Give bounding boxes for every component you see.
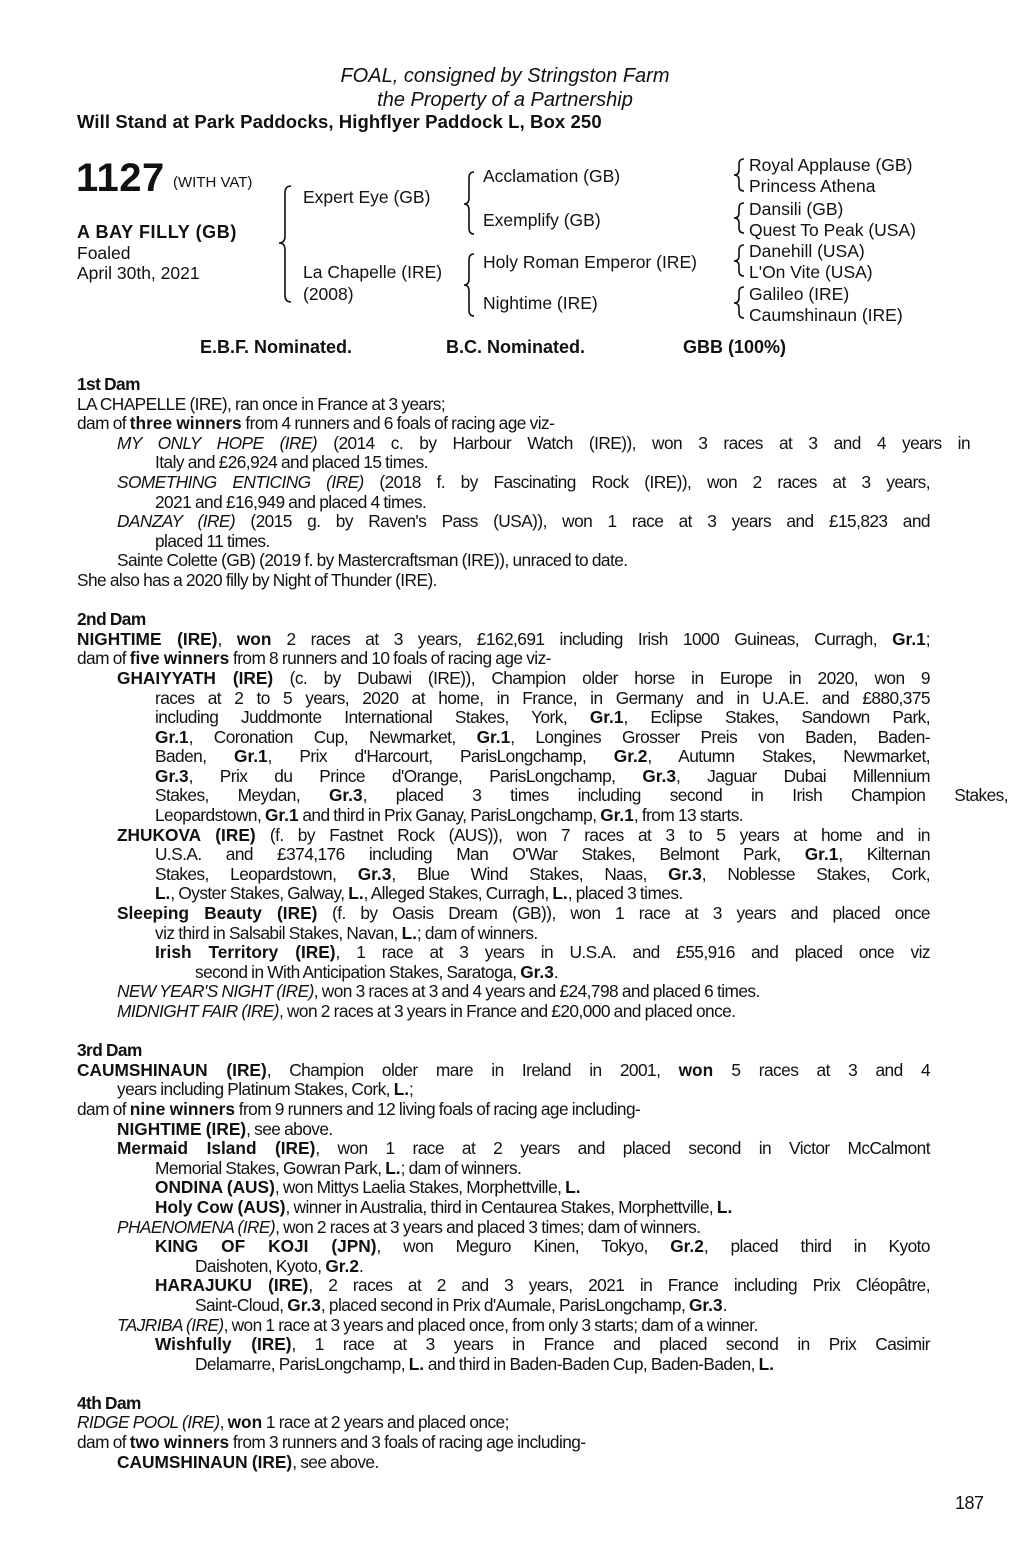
text: from 8 runners and 10 foals of racing age viz-: [229, 648, 551, 669]
dam-dam-name: Nightime (IRE): [483, 293, 598, 313]
text: 5 races at 3 and 4: [713, 1059, 931, 1080]
text: , see above.: [246, 1118, 333, 1139]
text: and third in Baden-Baden Cup, Baden-Baden,: [424, 1353, 759, 1374]
bold-text: Gr.1: [600, 805, 634, 826]
bold-text: L.: [552, 883, 568, 904]
text: , from 13 starts.: [633, 805, 744, 826]
bold-text: Gr.2: [325, 1255, 359, 1276]
text: (2018 f. by Fascinating Rock (IRE)), won 2 races at 3 years,: [363, 471, 930, 492]
record-line: [77, 1237, 930, 1257]
text: , Prix du Prince d'Orange, ParisLongchamp,: [188, 765, 643, 786]
bold-text: L.: [385, 1157, 401, 1178]
bold-text: Sleeping Beauty (IRE): [117, 903, 318, 924]
record-line: [77, 982, 930, 1002]
record-line: [77, 1061, 930, 1081]
text: races at 2 to 5 years, 2020 at home, in France, in Germany and in U.A.E. and £880,375: [155, 687, 930, 708]
bold-text: three winners: [129, 413, 242, 434]
record-line: [77, 845, 930, 865]
bold-text: ONDINA (AUS): [155, 1177, 275, 1198]
text: , Kilternan: [838, 844, 930, 865]
text: , Jaguar Dubai Millennium: [675, 765, 930, 786]
record-line: [77, 1120, 930, 1140]
italic-text: MY ONLY HOPE (IRE): [117, 432, 318, 453]
text: , won 3 races at 3 and 4 years and £24,798 and placed 6 times.: [313, 981, 760, 1002]
record-line: [77, 1276, 930, 1296]
gen3-ancestor: Danehill (USA): [749, 241, 865, 261]
dam-section-heading: 1st Dam: [77, 374, 140, 394]
gen3-ancestor: Caumshinaun (IRE): [749, 305, 903, 325]
record-line: [77, 747, 930, 767]
text: U.S.A. and £374,176 including Man O'War Stakes, Belmont Park,: [155, 844, 805, 865]
dam-year: (2008): [303, 284, 354, 304]
record-line: [77, 473, 930, 493]
text: .: [722, 1294, 727, 1315]
produce-record: [77, 374, 1009, 1472]
record-line: [77, 551, 930, 571]
record-line: [77, 493, 930, 513]
sire-name: Expert Eye (GB): [303, 187, 431, 207]
bold-text: won: [678, 1059, 714, 1080]
gen3-ancestor: Royal Applause (GB): [749, 155, 913, 175]
record-line: [77, 1257, 930, 1277]
text: Stakes, Leopardstown,: [155, 863, 358, 884]
text: , 1 race at 3 years in France and placed second in Prix Casimir: [291, 1334, 930, 1355]
bold-text: Gr.3: [328, 785, 363, 806]
gen3-ancestor: Galileo (IRE): [749, 284, 850, 304]
text: .: [358, 1255, 364, 1276]
italic-text: SOMETHING ENTICING (IRE): [117, 471, 364, 492]
bracket-gen2-dam: [464, 254, 474, 316]
text: 1 race at 2 years and placed once;: [262, 1412, 509, 1433]
record-line: [77, 649, 930, 669]
bold-text: L.: [401, 922, 417, 943]
record-line: [77, 1080, 930, 1100]
text: Saint-Cloud,: [195, 1294, 288, 1315]
text: (2015 g. by Raven's Pass (USA)), won 1 race at 3 years and £15,823 and: [235, 511, 930, 532]
text: ;: [925, 628, 931, 649]
record-line: [77, 1316, 930, 1336]
text: , placed second in Prix d'Aumale, ParisLongchamp,: [320, 1294, 689, 1315]
text: , placed 3 times including second in Irish Champion Stakes,: [362, 785, 1009, 806]
text: dam of: [77, 648, 130, 669]
record-line: [77, 1002, 930, 1022]
text: , placed 3 times.: [567, 883, 683, 904]
record-line: [77, 1433, 930, 1453]
bold-text: Gr.2: [613, 746, 648, 767]
bracket-gen3-3: [734, 245, 744, 276]
bold-text: ZHUKOVA (IRE): [117, 824, 256, 845]
text: Leopardstown,: [155, 805, 265, 826]
italic-text: TAJRIBA (IRE): [117, 1314, 224, 1335]
text: , Blue Wind Stakes, Naas,: [391, 863, 669, 884]
record-line: [77, 630, 930, 650]
text: Italy and £26,924 and placed 15 times.: [155, 452, 428, 473]
record-line: [77, 1100, 930, 1120]
bold-text: Gr.3: [520, 961, 554, 982]
record-line: [77, 395, 930, 415]
bold-text: GHAIYYATH (IRE): [117, 667, 274, 688]
bold-text: Irish Territory (IRE): [155, 942, 336, 963]
record-line: [77, 786, 1008, 806]
text: , won 2 races at 3 years in France and £20,000 and placed once.: [279, 1001, 736, 1021]
record-line: [77, 904, 930, 924]
record-line: [77, 884, 930, 904]
record-line: [77, 414, 930, 434]
bold-text: Gr.3: [155, 765, 189, 786]
text: 2 races at 3 years, £162,691 including Irish 1000 Guineas, Curragh,: [271, 628, 893, 649]
text: (f. by Oasis Dream (GB)), won 1 race at 3 years and placed once: [317, 903, 930, 924]
bold-text: Gr.1: [892, 628, 926, 649]
text: years including Platinum Stakes, Cork,: [117, 1079, 394, 1100]
text: from 4 runners and 6 foals of racing age viz-: [241, 413, 555, 434]
record-line: [77, 1335, 930, 1355]
italic-text: PHAENOMENA (IRE): [117, 1216, 276, 1237]
text: viz third in Salsabil Stakes, Navan,: [155, 922, 402, 943]
gen3-ancestor: Dansili (GB): [749, 199, 844, 219]
record-line: [77, 963, 930, 983]
text: , winner in Australia, third in Centaurea Stakes, Morphettville,: [285, 1196, 717, 1217]
text: , Champion older mare in Ireland in 2001,: [266, 1059, 679, 1080]
sire-dam-name: Exemplify (GB): [483, 210, 601, 230]
text: She also has a 2020 filly by Night of Thunder (IRE).: [77, 569, 437, 590]
italic-text: MIDNIGHT FAIR (IRE): [117, 1001, 279, 1021]
sire-sire-name: Acclamation (GB): [483, 166, 621, 186]
text: Stakes, Meydan,: [155, 785, 329, 806]
bold-text: L.: [565, 1177, 581, 1198]
record-line: [77, 1413, 930, 1433]
bold-text: CAUMSHINAUN (IRE): [117, 1451, 293, 1472]
record-line: [77, 943, 930, 963]
text: Memorial Stakes, Gowran Park,: [155, 1157, 386, 1178]
bold-text: Gr.1: [804, 844, 839, 865]
text: , Alleged Stakes, Curragh,: [363, 883, 553, 904]
text: , Prix d'Harcourt, ParisLongchamp,: [267, 746, 614, 767]
text: ,: [219, 1412, 228, 1433]
bold-text: Gr.3: [668, 863, 702, 884]
lot-number: 1127: [76, 156, 165, 200]
page-number: 187: [955, 1493, 984, 1513]
bold-text: L.: [758, 1353, 774, 1374]
record-line: [77, 1453, 930, 1473]
bold-text: Mermaid Island (IRE): [117, 1138, 316, 1159]
section-gap: [77, 591, 930, 611]
bold-text: L.: [408, 1353, 425, 1374]
text: (2014 c. by Harbour Watch (IRE)), won 3 races at 3 and 4 years in: [317, 432, 971, 453]
bold-text: NIGHTIME (IRE): [117, 1118, 247, 1139]
bold-text: L.: [393, 1079, 410, 1100]
text: , see above.: [292, 1451, 379, 1472]
text: Sainte Colette (GB) (2019 f. by Mastercraftsman (IRE)), unraced to date.: [117, 550, 628, 571]
text: Baden,: [155, 746, 235, 767]
text: (c. by Dubawi (IRE)), Champion older horse in Europe in 2020, won 9: [273, 667, 930, 688]
text: dam of: [77, 1098, 130, 1119]
text: 2021 and £16,949 and placed 4 times.: [155, 491, 427, 512]
foaled-info: [77, 243, 200, 283]
stand-location: Will Stand at Park Paddocks, Highflyer Paddock L, Box 250: [77, 111, 602, 132]
bold-text: Gr.3: [287, 1294, 321, 1315]
text: Delamarre, ParisLongchamp,: [195, 1353, 409, 1374]
bold-text: Gr.1: [155, 726, 189, 747]
ebf-nomination: E.B.F. Nominated.: [200, 337, 353, 357]
record-line: [77, 708, 930, 728]
record-line: [77, 669, 930, 689]
record-line: [77, 532, 930, 552]
record-line: [77, 865, 930, 885]
bold-text: Gr.3: [688, 1294, 723, 1315]
text: , won 2 races at 3 years and placed 3 times; dam of winners.: [275, 1216, 701, 1237]
record-line: [77, 512, 930, 532]
bold-text: Gr.3: [642, 765, 676, 786]
record-line: [77, 1139, 930, 1159]
record-line: [77, 767, 930, 787]
text: and third in Prix Ganay, ParisLongchamp,: [298, 805, 601, 826]
text: , Oyster Stakes, Galway,: [170, 883, 349, 904]
record-line: [77, 728, 930, 748]
bold-text: Gr.3: [357, 863, 392, 884]
bold-text: Wishfully (IRE): [155, 1334, 292, 1355]
text: LA CHAPELLE (IRE), ran once in France at 3 years;: [77, 393, 446, 414]
gen3-ancestor: L'On Vite (USA): [749, 262, 873, 282]
bold-text: Gr.1: [264, 805, 299, 826]
bracket-gen3-1: [734, 159, 744, 191]
record-line: [77, 689, 930, 709]
record-line: [77, 1159, 930, 1179]
text: , won 1 race at 2 years and placed second in Victor McCalmont: [315, 1138, 930, 1159]
bold-text: Holy Cow (AUS): [155, 1196, 286, 1217]
text: ; dam of winners.: [416, 922, 538, 943]
record-line: [77, 1198, 930, 1218]
dam-name: La Chapelle (IRE): [303, 262, 443, 282]
foaled-date: April 30th, 2021: [77, 263, 200, 283]
bracket-gen3-4: [734, 287, 744, 318]
section-gap: [77, 1374, 930, 1394]
record-line: [77, 434, 970, 454]
bold-text: L.: [716, 1196, 733, 1217]
text: (f. by Fastnet Rock (AUS)), won 7 races at 3 to 5 years at home and in: [255, 824, 930, 845]
bc-nomination: B.C. Nominated.: [446, 337, 586, 357]
text: , placed third in Kyoto: [703, 1236, 930, 1257]
bracket-gen2-sire: [464, 172, 474, 234]
vat-note: (WITH VAT): [173, 174, 253, 191]
record-line: [77, 571, 930, 591]
bold-text: won: [236, 628, 272, 649]
text: , Longines Grosser Preis von Baden, Baden-: [510, 726, 930, 747]
bold-text: L.: [155, 883, 171, 904]
text: from 9 runners and 12 living foals of racing age including-: [234, 1098, 641, 1119]
record-line: [77, 1218, 930, 1238]
property-line: the Property of a Partnership: [377, 89, 633, 111]
record-line: [77, 826, 930, 846]
text: ; dam of winners.: [400, 1157, 522, 1178]
text: , won 1 race at 3 years and placed once, from only 3 starts; dam of a winner.: [223, 1314, 758, 1335]
italic-text: DANZAY (IRE): [117, 511, 236, 532]
text: dam of: [77, 413, 130, 434]
text: Daishoten, Kyoto,: [195, 1255, 326, 1276]
bold-text: won: [227, 1412, 263, 1433]
bold-text: L.: [348, 883, 364, 904]
text: .: [553, 961, 559, 982]
text: , Noblesse Stakes, Cork,: [701, 863, 930, 884]
text: dam of: [77, 1432, 130, 1453]
text: , won Mittys Laelia Stakes, Morphettville,: [274, 1177, 566, 1198]
gen3-ancestor: Quest To Peak (USA): [749, 220, 916, 240]
consignor-line: FOAL, consigned by Stringston Farm: [340, 65, 670, 87]
bracket-gen1: [279, 186, 291, 302]
dam-section-heading: 3rd Dam: [77, 1040, 142, 1061]
gen3-ancestor: Princess Athena: [749, 176, 876, 196]
text: , Autumn Stakes, Newmarket,: [647, 746, 930, 767]
bold-text: nine winners: [129, 1098, 235, 1119]
text: , 2 races at 2 and 3 years, 2021 in France including Prix Cléopâtre,: [308, 1275, 930, 1296]
record-line: [77, 1178, 930, 1198]
italic-text: RIDGE POOL (IRE): [77, 1412, 220, 1433]
bold-text: Gr.1: [234, 746, 268, 767]
record-line: [77, 1296, 930, 1316]
record-line: [77, 453, 930, 473]
italic-text: NEW YEAR'S NIGHT (IRE): [117, 981, 314, 1002]
text: , won Meguro Kinen, Tokyo,: [376, 1236, 671, 1257]
bold-text: KING OF KOJI (JPN): [155, 1236, 377, 1257]
bold-text: HARAJUKU (IRE): [155, 1275, 309, 1296]
dam-sire-name: Holy Roman Emperor (IRE): [483, 252, 697, 272]
text: , Eclipse Stakes, Sandown Park,: [623, 707, 930, 728]
text: , Coronation Cup, Newmarket,: [188, 726, 477, 747]
bold-text: Gr.1: [476, 726, 511, 747]
bold-text: Gr.2: [670, 1236, 704, 1257]
bold-text: five winners: [129, 648, 230, 669]
record-line: [77, 924, 930, 944]
record-line: [77, 1355, 930, 1375]
foaled-label: Foaled: [77, 243, 131, 263]
dam-section-heading: 4th Dam: [77, 1392, 141, 1413]
bold-text: NIGHTIME (IRE): [77, 628, 218, 649]
text: second in With Anticipation Stakes, Saratoga,: [195, 961, 521, 982]
gbb-status: GBB (100%): [683, 337, 787, 357]
text: placed 11 times.: [155, 530, 270, 551]
horse-description: A BAY FILLY (GB): [77, 222, 237, 242]
text: including Juddmonte International Stakes, York,: [155, 707, 590, 728]
bold-text: two winners: [129, 1432, 230, 1453]
bracket-gen3-2: [734, 203, 744, 233]
dam-section-heading: 2nd Dam: [77, 609, 146, 630]
record-line: [77, 806, 930, 826]
text: ,: [217, 628, 237, 649]
text: ;: [409, 1079, 414, 1100]
text: from 3 runners and 3 foals of racing age including-: [229, 1432, 586, 1453]
bold-text: Gr.1: [589, 707, 624, 728]
text: , 1 race at 3 years in U.S.A. and £55,916 and placed once viz: [335, 942, 930, 963]
bold-text: CAUMSHINAUN (IRE): [77, 1059, 267, 1080]
section-gap: [77, 1022, 930, 1042]
